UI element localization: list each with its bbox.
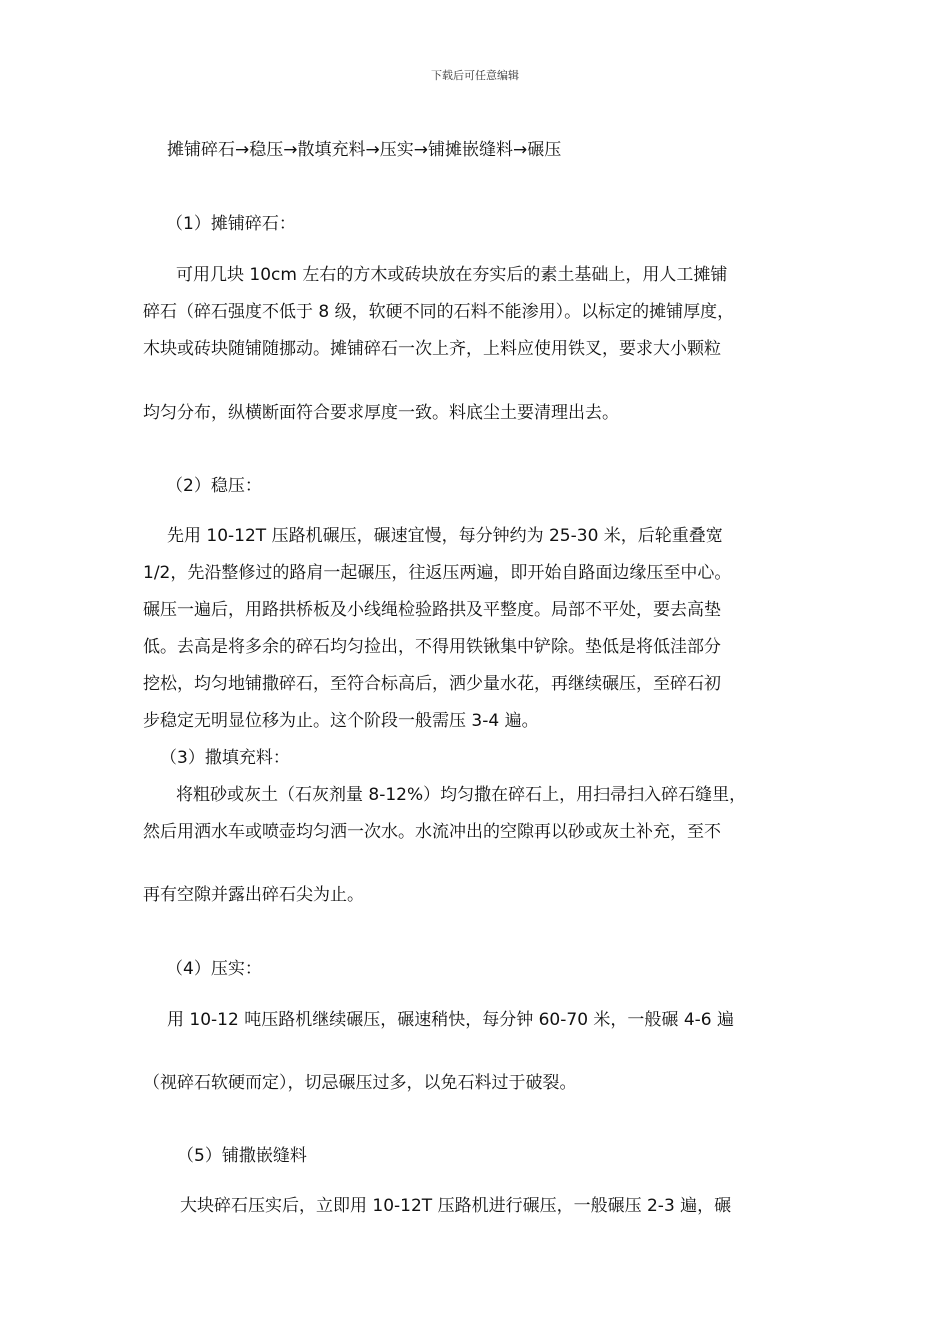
section-heading-4: （4）压实： [166, 959, 262, 979]
paragraph-line: 先用 10-12T 压路机碾压，碾速宜慢，每分钟约为 25-30 米，后轮重叠宽 [167, 526, 723, 546]
paragraph-line: 碎石（碎石强度不低于 8 级，软硬不同的石料不能渗用）。以标定的摊铺厚度， [143, 302, 735, 322]
paragraph-line: 均匀分布，纵横断面符合要求厚度一致。料底尘土要清理出去。 [143, 403, 619, 423]
paragraph-line: 然后用洒水车或喷壶均匀洒一次水。水流冲出的空隙再以砂或灰土补充，至不 [143, 822, 721, 842]
paragraph-line: 大块碎石压实后，立即用 10-12T 压路机进行碾压，一般碾压 2-3 遍，碾 [180, 1196, 732, 1216]
paragraph-line: 步稳定无明显位移为止。这个阶段一般需压 3-4 遍。 [143, 711, 539, 731]
paragraph-line: 低。去高是将多余的碎石均匀捡出，不得用铁锹集中铲除。垫低是将低洼部分 [143, 637, 721, 657]
paragraph-line: 1/2，先沿整修过的路肩一起碾压，往返压两遍，即开始自路面边缘压至中心。 [143, 563, 732, 583]
section-heading-3: （3）撒填充料： [160, 748, 290, 768]
paragraph-line: 挖松，均匀地铺撒碎石，至符合标高后，洒少量水花，再继续碾压，至碎石初 [143, 674, 721, 694]
section-heading-1: （1）摊铺碎石： [166, 214, 296, 234]
paragraph-line: 木块或砖块随铺随挪动。摊铺碎石一次上齐，上料应使用铁叉，要求大小颗粒 [143, 339, 721, 359]
paragraph-line: 用 10-12 吨压路机继续碾压，碾速稍快，每分钟 60-70 米，一般碾 4-6 遍 [167, 1010, 734, 1030]
paragraph-line: 再有空隙并露出碎石尖为止。 [143, 885, 364, 905]
section-heading-2: （2）稳压： [166, 476, 262, 496]
section-heading-5: （5）铺撒嵌缝料 [177, 1146, 307, 1166]
paragraph-line: 可用几块 10cm 左右的方木或砖块放在夯实后的素土基础上，用人工摊铺 [176, 265, 728, 285]
header-note: 下载后可任意编辑 [431, 69, 519, 82]
paragraph-line: （视碎石软硬而定），切忌碾压过多，以免石料过于破裂。 [143, 1073, 577, 1093]
paragraph-line: 将粗砂或灰土（石灰剂量 8-12%）均匀撒在碎石上，用扫帚扫入碎石缝里， [176, 785, 747, 805]
process-flow: 摊铺碎石→稳压→散填充料→压实→铺摊嵌缝料→碾压 [167, 140, 562, 160]
paragraph-line: 碾压一遍后，用路拱桥板及小线绳检验路拱及平整度。局部不平处，要去高垫 [143, 600, 721, 620]
